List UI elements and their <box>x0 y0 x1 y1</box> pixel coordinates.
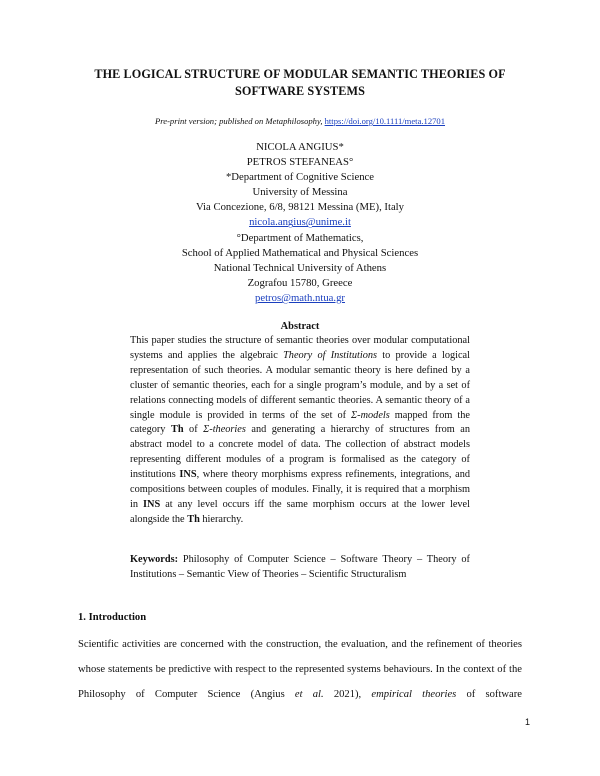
affiliation-1-department: *Department of Cognitive Science <box>225 171 375 184</box>
affiliation-2-department: °Department of Mathematics, <box>236 231 364 244</box>
paper-title: THE LOGICAL STRUCTURE OF MODULAR SEMANTIC THEORIES OF SOFTWARE SYSTEMS <box>94 67 506 98</box>
author-2-email-link[interactable]: petros@math.ntua.gr <box>255 291 345 304</box>
affiliation-2-address: Zografou 15780, Greece <box>247 276 353 289</box>
abstract-body: This paper studies the structure of semantic theories over modular computational systems and applies the algebraic Theory of Institutions to provide a logical representation of such theories. A modular semantic theory is here defined by a cluster of semantic theories, each for a single program’s module, and by a set of relations connecting models of different semantic theories. A semantic theory of a single module is provided in terms of the set of Σ-models mapped from the category Th of Σ-theories and generating a hierarchy of structures from an abstract model to a concrete model of data. The collection of abstract models representing different modules of a program is formalised as the category of institutions INS, where theory morphisms express refinements, integrations, and compositions between couples of modules. Finally, it is required that a morphism in INS at any level occurs iff the same morphism occurs at the lower level alongside the Th hierarchy. <box>130 335 470 525</box>
author-1-email-link[interactable]: nicola.angius@unime.it <box>249 216 351 229</box>
affiliation-2-school: School of Applied Mathematical and Physical Sciences <box>181 246 419 259</box>
author-name-2: PETROS STEFANEAS° <box>246 156 354 169</box>
keywords-text: Philosophy of Computer Science – Software Theory – Theory of Institutions – Semantic View of Theories – Scientific Structuralism <box>130 554 470 580</box>
affiliation-2-university: National Technical University of Athens <box>213 261 387 274</box>
preprint-note <box>60 115 540 127</box>
introduction-paragraph: Scientific activities are concerned with the construction, the evaluation, and the refinement of theories whose statements be predictive with respect to the represented systems behaviours. In the context of the Philosophy of Computer Science (Angius et al. 2021), empirical theories of software <box>78 639 522 700</box>
affiliation-1-address: Via Concezione, 6/8, 98121 Messina (ME), Italy <box>195 201 404 214</box>
section-heading-introduction: 1. Introduction <box>78 612 147 623</box>
preprint-text: Pre-print version; published on Metaphilosophy, <box>154 116 325 126</box>
author-block <box>100 140 500 306</box>
keywords-label: Keywords: <box>130 554 179 565</box>
keywords-paragraph <box>130 553 470 583</box>
author-name-1: NICOLA ANGIUS* <box>256 141 344 153</box>
affiliation-1-university: University of Messina <box>252 186 348 199</box>
abstract-heading: Abstract <box>280 321 320 332</box>
doi-link[interactable]: https://doi.org/10.1111/meta.12701 <box>324 116 446 126</box>
page-number: 1 <box>524 717 530 727</box>
